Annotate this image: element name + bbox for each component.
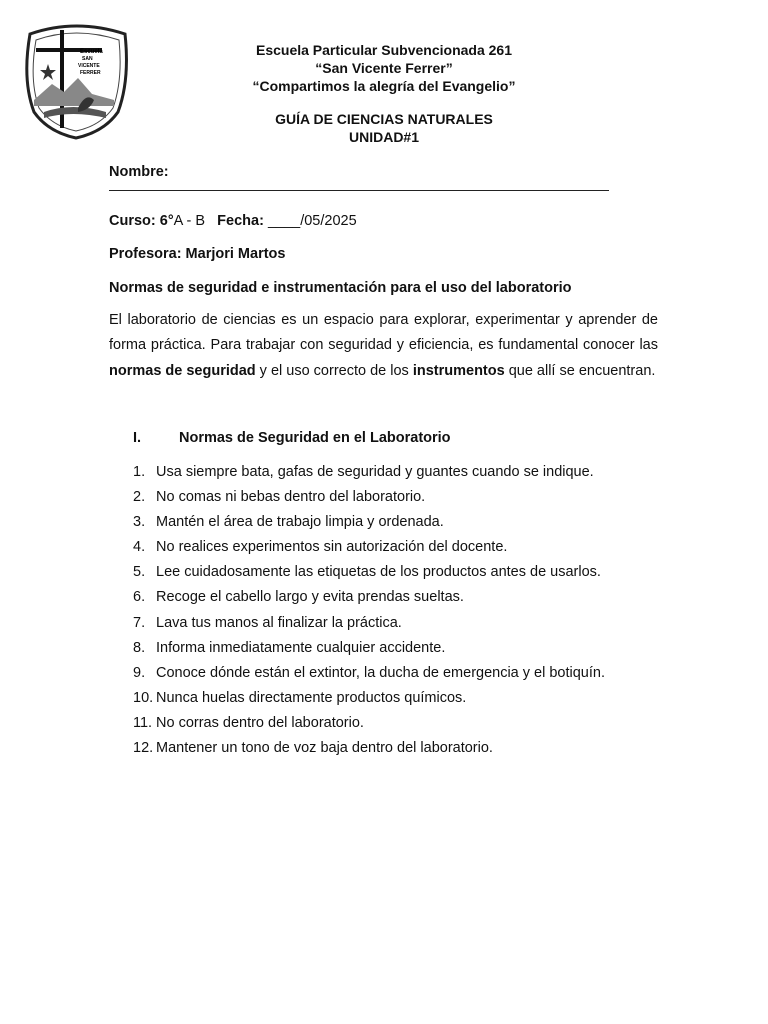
list-item-text: Mantén el área de trabajo limpia y ordenada. — [156, 514, 444, 531]
guide-title-block — [150, 110, 618, 146]
list-item — [133, 538, 605, 563]
intro-part-2: y el uso correcto de los — [255, 362, 413, 379]
list-item-text: Informa inmediatamente cualquier accidente. — [156, 639, 446, 656]
list-item — [133, 714, 605, 739]
guide-unit: UNIDAD#1 — [348, 129, 419, 145]
school-name: Escuela Particular Subvencionada 261 — [255, 42, 512, 58]
fecha-label: Fecha: — [217, 213, 264, 229]
list-item — [133, 563, 605, 588]
list-item-text: No realices experimentos sin autorización del docente. — [156, 539, 508, 556]
list-item — [133, 614, 605, 639]
list-item-text: Recoge el cabello largo y evita prendas sueltas. — [156, 589, 464, 606]
section-number: I. — [133, 430, 142, 446]
list-item-text: No corras dentro del laboratorio. — [156, 714, 364, 731]
curso-label: Curso: 6° — [109, 213, 174, 229]
list-item-text: Conoce dónde están el extintor, la ducha de emergencia y el botiquín. — [156, 664, 605, 681]
list-item — [133, 463, 605, 488]
school-logo — [22, 20, 130, 140]
section-heading — [133, 429, 451, 447]
list-item-number: 1. — [133, 464, 146, 480]
list-item — [133, 488, 605, 513]
intro-bold-1: normas de seguridad — [109, 362, 256, 379]
list-item — [133, 664, 605, 689]
list-item — [133, 588, 605, 613]
school-header — [150, 41, 618, 95]
school-motto: “Compartimos la alegría del Evangelio” — [252, 78, 516, 94]
list-item-number: 2. — [133, 489, 146, 506]
nombre-label: Nombre: — [109, 164, 169, 180]
list-item-text: Nunca huelas directamente productos químicos. — [156, 689, 467, 706]
school-saint-name: “San Vicente Ferrer” — [315, 60, 453, 76]
list-item-number: 6. — [133, 589, 146, 606]
list-item — [133, 639, 605, 664]
guide-title: GUÍA DE CIENCIAS NATURALES — [275, 111, 493, 127]
logo-text-4: FERRER — [80, 70, 101, 76]
safety-rules-list — [133, 463, 605, 764]
school-crest-icon — [22, 20, 130, 140]
list-item-text: Usa siempre bata, gafas de seguridad y guantes cuando se indique. — [156, 464, 594, 480]
intro-part-1: El laboratorio de ciencias es un espacio para explorar, experimentar y aprender de forma práctica. Para trabajar con seguridad y eficiencia, es fundamental conocer las — [109, 312, 658, 354]
topic-title: Normas de seguridad e instrumentación para el uso del laboratorio — [109, 280, 572, 296]
list-item-number: 12. — [133, 740, 154, 757]
list-item-text: No comas ni bebas dentro del laboratorio. — [156, 489, 426, 506]
list-item-text: Lava tus manos al finalizar la práctica. — [156, 614, 402, 631]
list-item — [133, 739, 605, 764]
logo-text-1: Escuela — [80, 49, 103, 55]
fecha-value[interactable]: ____/05/2025 — [267, 213, 357, 229]
curso-value: A - B — [173, 213, 206, 229]
logo-text-3: VICENTE — [78, 63, 100, 69]
list-item-text: Lee cuidadosamente las etiquetas de los productos antes de usarlos. — [156, 564, 601, 581]
intro-part-3: que allí se encuentran. — [504, 362, 656, 379]
list-item — [133, 513, 605, 538]
list-item — [133, 689, 605, 714]
intro-paragraph — [109, 308, 658, 384]
list-item-number: 7. — [133, 614, 146, 631]
list-item-number: 5. — [133, 564, 146, 581]
intro-bold-2: instrumentos — [412, 362, 505, 379]
nombre-blank-line[interactable] — [109, 190, 609, 191]
curso-fecha-line — [109, 212, 357, 230]
profesora-line: Profesora: Marjori Martos — [109, 246, 286, 262]
section-title: Normas de Seguridad en el Laboratorio — [179, 430, 451, 446]
logo-text-2: SAN — [82, 56, 93, 62]
list-item-number: 4. — [133, 539, 146, 556]
list-item-text: Mantener un tono de voz baja dentro del laboratorio. — [156, 740, 493, 757]
list-item-number: 9. — [133, 664, 146, 681]
list-item-number: 10. — [133, 689, 154, 706]
list-item-number: 11. — [133, 714, 153, 731]
list-item-number: 8. — [133, 639, 146, 656]
list-item-number: 3. — [133, 514, 146, 531]
